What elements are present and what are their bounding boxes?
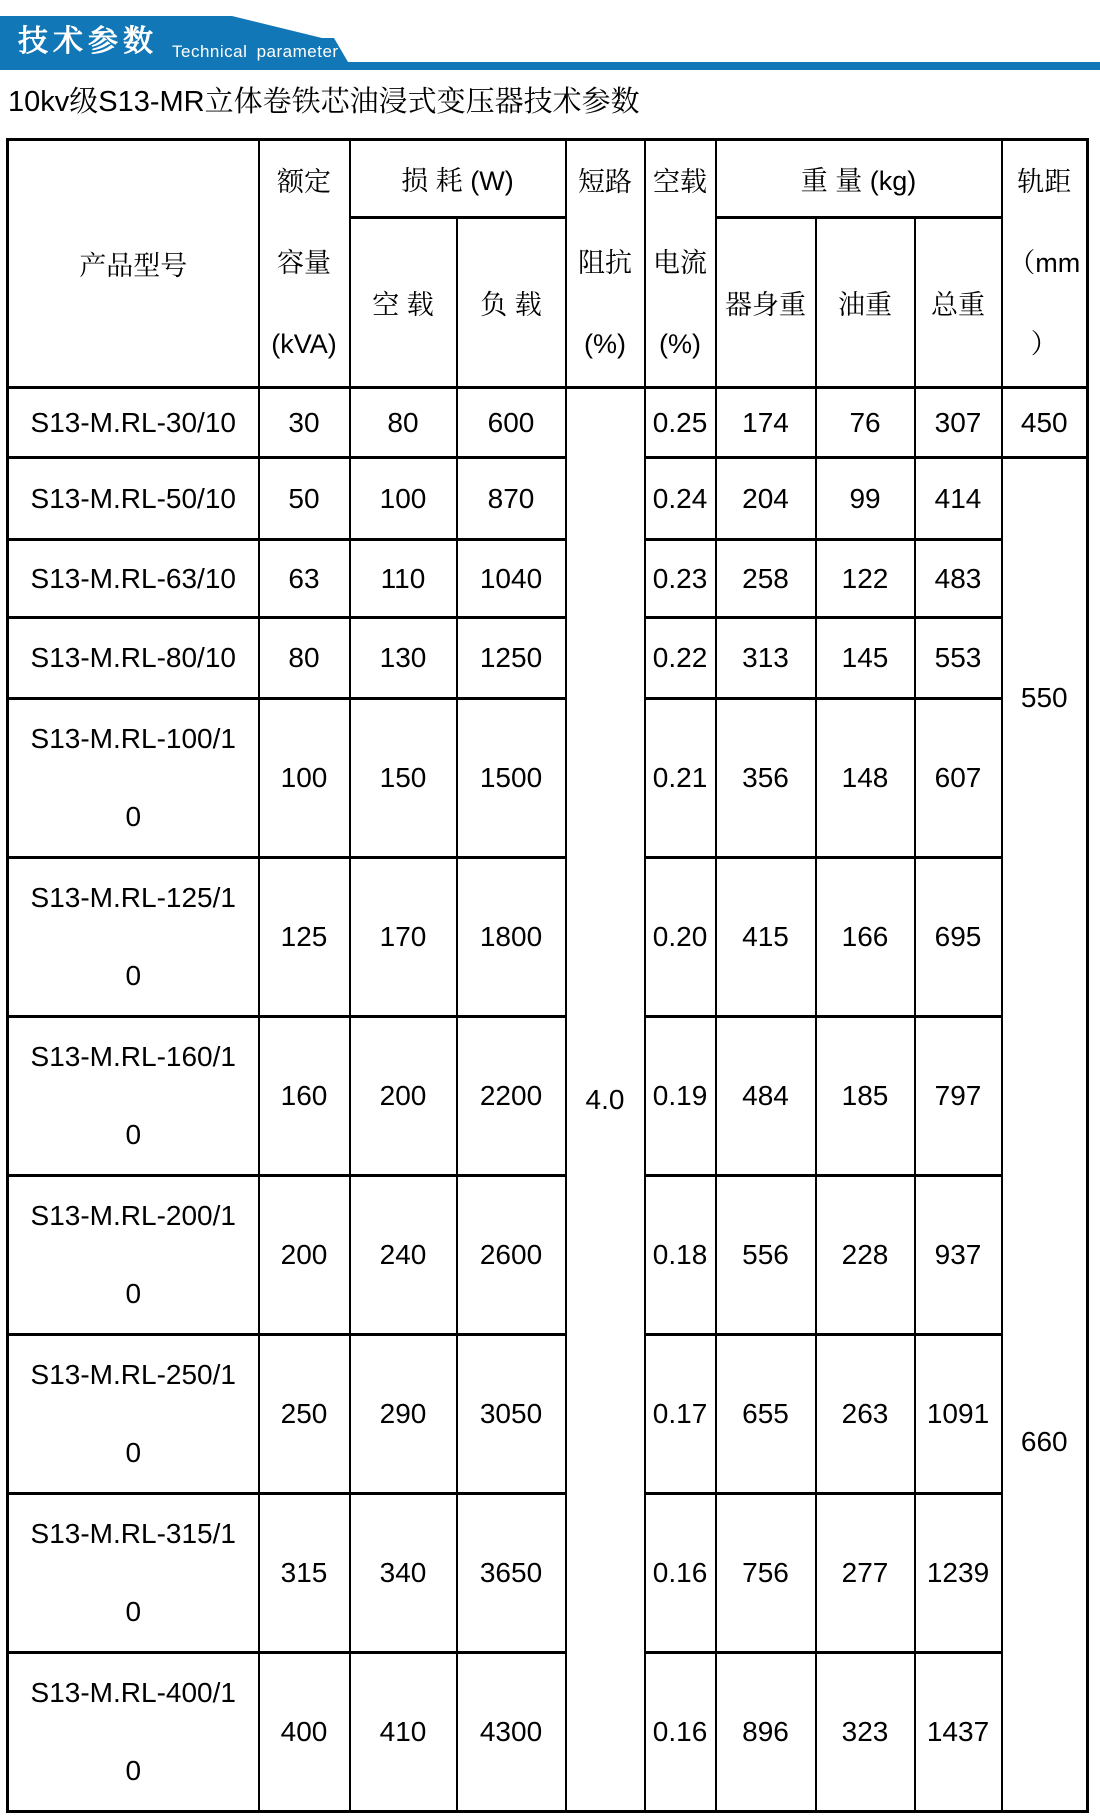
cell-no-load-loss: 290 (350, 1335, 457, 1494)
cell-capacity: 315 (259, 1494, 350, 1653)
cell-oil-weight: 166 (816, 858, 915, 1017)
model-text-wrap: 0 (125, 1755, 142, 1786)
cell-body-weight: 484 (716, 1017, 816, 1176)
banner-subtitle: Technical parameter (172, 42, 339, 61)
cell-load-loss: 1800 (457, 858, 566, 1017)
cell-oil-weight: 323 (816, 1653, 915, 1812)
cell-no-load-loss: 110 (350, 540, 457, 618)
header-oil-weight (816, 218, 915, 388)
cell-no-load-loss: 410 (350, 1653, 457, 1812)
header-no-load-loss (350, 218, 457, 388)
model-text: S13-M.RL-400/1 (30, 1677, 236, 1708)
cell-load-loss: 1500 (457, 699, 566, 858)
rated-capacity-line3: (kVA) (271, 329, 337, 359)
cell-model (8, 1176, 259, 1335)
rated-capacity-line2: 容量 (277, 248, 331, 278)
header-no-load-current (645, 140, 716, 388)
cell-load-loss: 600 (457, 388, 566, 458)
cell-total-weight: 937 (915, 1176, 1002, 1335)
cell-no-load-current: 0.18 (645, 1176, 716, 1335)
model-text: S13-M.RL-50/10 (30, 482, 236, 514)
header-loss-group (350, 140, 566, 218)
cell-body-weight: 258 (716, 540, 816, 618)
cell-total-weight: 483 (915, 540, 1002, 618)
header-product-model (8, 140, 259, 388)
model-text-wrap: 0 (125, 1596, 142, 1627)
model-text: S13-M.RL-200/1 (30, 1200, 236, 1231)
cell-no-load-loss: 200 (350, 1017, 457, 1176)
header-row-groups (8, 140, 1088, 218)
table-row (8, 1176, 1088, 1335)
header-body-weight (716, 218, 816, 388)
cell-no-load-current: 0.22 (645, 618, 716, 699)
cell-no-load-current: 0.24 (645, 458, 716, 540)
cell-oil-weight: 228 (816, 1176, 915, 1335)
banner-title: 技术参数 (18, 25, 158, 58)
model-text-wrap: 0 (125, 1437, 142, 1468)
header-total-weight (915, 218, 1002, 388)
cell-total-weight: 1437 (915, 1653, 1002, 1812)
gauge-550-label: 550 (1020, 682, 1068, 713)
total-weight-label: 总重 (931, 290, 986, 320)
cell-no-load-loss: 100 (350, 458, 457, 540)
cell-load-loss: 3050 (457, 1335, 566, 1494)
table-row (8, 618, 1088, 699)
cell-total-weight: 307 (915, 388, 1002, 458)
cell-oil-weight: 145 (816, 618, 915, 699)
cell-load-loss: 1250 (457, 618, 566, 699)
no-load-current-line1: 空载 (653, 167, 708, 197)
table-row (8, 1494, 1088, 1653)
table-row (8, 540, 1088, 618)
cell-oil-weight: 148 (816, 699, 915, 858)
table-row (8, 458, 1088, 540)
cell-model (8, 699, 259, 858)
cell-capacity: 125 (259, 858, 350, 1017)
weight-group-label: 重 量 (kg) (800, 166, 917, 196)
cell-load-loss: 1040 (457, 540, 566, 618)
cell-model (8, 1653, 259, 1812)
gauge-line1: 轨距 (1017, 167, 1072, 197)
table-row (8, 858, 1088, 1017)
cell-load-loss: 2200 (457, 1017, 566, 1176)
gauge-660-label: 660 (1020, 1426, 1068, 1457)
model-text: S13-M.RL-250/1 (30, 1359, 236, 1390)
cell-capacity: 50 (259, 458, 350, 540)
model-text: S13-M.RL-30/10 (30, 406, 236, 438)
header-impedance (566, 140, 645, 388)
cell-oil-weight: 76 (816, 388, 915, 458)
model-text: S13-M.RL-63/10 (30, 562, 236, 594)
cell-load-loss: 3650 (457, 1494, 566, 1653)
cell-no-load-current: 0.17 (645, 1335, 716, 1494)
cell-body-weight: 313 (716, 618, 816, 699)
loss-group-label: 损 耗 (W) (401, 166, 514, 196)
cell-model (8, 618, 259, 699)
cell-no-load-current: 0.16 (645, 1653, 716, 1812)
header-load-loss (457, 218, 566, 388)
cell-no-load-current: 0.20 (645, 858, 716, 1017)
cell-capacity: 80 (259, 618, 350, 699)
spec-table (6, 138, 1089, 1813)
cell-oil-weight: 99 (816, 458, 915, 540)
cell-no-load-current: 0.25 (645, 388, 716, 458)
model-text-wrap: 0 (125, 801, 142, 832)
header-weight-group (716, 140, 1002, 218)
cell-no-load-loss: 130 (350, 618, 457, 699)
oil-weight-label: 油重 (838, 290, 893, 320)
cell-body-weight: 356 (716, 699, 816, 858)
cell-body-weight: 415 (716, 858, 816, 1017)
cell-capacity: 250 (259, 1335, 350, 1494)
model-text-wrap: 0 (125, 1119, 142, 1150)
gauge-line3: ） (1030, 329, 1058, 359)
cell-no-load-loss: 170 (350, 858, 457, 1017)
cell-no-load-current: 0.16 (645, 1494, 716, 1653)
cell-total-weight: 695 (915, 858, 1002, 1017)
header-product-model-label: 产品型号 (79, 251, 188, 281)
cell-model (8, 540, 259, 618)
model-text: S13-M.RL-160/1 (30, 1041, 236, 1072)
cell-capacity: 63 (259, 540, 350, 618)
cell-model (8, 1494, 259, 1653)
cell-load-loss: 2600 (457, 1176, 566, 1335)
table-row (8, 1017, 1088, 1176)
cell-gauge-merged (1002, 458, 1088, 1812)
table-row (8, 1653, 1088, 1812)
table-row (8, 699, 1088, 858)
impedance-line2: 阻抗 (578, 248, 633, 278)
cell-total-weight: 414 (915, 458, 1002, 540)
page-title: 10kv级S13-MR立体卷铁芯油浸式变压器技术参数 (8, 86, 640, 118)
cell-body-weight: 174 (716, 388, 816, 458)
banner-ribbon (0, 0, 1100, 70)
cell-oil-weight: 277 (816, 1494, 915, 1653)
cell-no-load-loss: 240 (350, 1176, 457, 1335)
cell-body-weight: 655 (716, 1335, 816, 1494)
model-text-wrap: 0 (125, 960, 142, 991)
cell-no-load-current: 0.19 (645, 1017, 716, 1176)
cell-no-load-loss: 340 (350, 1494, 457, 1653)
cell-no-load-current: 0.21 (645, 699, 716, 858)
cell-no-load-current: 0.23 (645, 540, 716, 618)
cell-impedance-value: 4.0 (566, 388, 645, 1812)
header-gauge (1002, 140, 1088, 388)
no-load-loss-label: 空 载 (372, 290, 434, 320)
cell-load-loss: 4300 (457, 1653, 566, 1812)
no-load-current-line2: 电流 (653, 248, 708, 278)
cell-no-load-loss: 150 (350, 699, 457, 858)
body-weight-label: 器身重 (725, 290, 807, 320)
cell-total-weight: 607 (915, 699, 1002, 858)
cell-capacity: 30 (259, 388, 350, 458)
model-text: S13-M.RL-315/1 (30, 1518, 236, 1549)
cell-body-weight: 756 (716, 1494, 816, 1653)
impedance-line3: (%) (584, 329, 627, 359)
cell-oil-weight: 122 (816, 540, 915, 618)
table-row (8, 388, 1088, 458)
no-load-current-line3: (%) (659, 329, 702, 359)
model-text-wrap: 0 (125, 1278, 142, 1309)
cell-model (8, 858, 259, 1017)
table-row (8, 1335, 1088, 1494)
cell-model (8, 388, 259, 458)
cell-capacity: 400 (259, 1653, 350, 1812)
model-text: S13-M.RL-100/1 (30, 723, 236, 754)
cell-total-weight: 553 (915, 618, 1002, 699)
cell-capacity: 200 (259, 1176, 350, 1335)
cell-oil-weight: 263 (816, 1335, 915, 1494)
cell-total-weight: 797 (915, 1017, 1002, 1176)
cell-capacity: 160 (259, 1017, 350, 1176)
cell-total-weight: 1091 (915, 1335, 1002, 1494)
impedance-line1: 短路 (578, 167, 633, 197)
header-rated-capacity (259, 140, 350, 388)
cell-load-loss: 870 (457, 458, 566, 540)
cell-no-load-loss: 80 (350, 388, 457, 458)
cell-model (8, 1335, 259, 1494)
gauge-line2: （mm (1008, 248, 1081, 278)
cell-body-weight: 204 (716, 458, 816, 540)
cell-capacity: 100 (259, 699, 350, 858)
cell-gauge-450: 450 (1002, 388, 1088, 458)
model-text: S13-M.RL-80/10 (30, 642, 236, 673)
load-loss-label: 负 载 (480, 290, 542, 320)
cell-model (8, 1017, 259, 1176)
cell-body-weight: 896 (716, 1653, 816, 1812)
cell-total-weight: 1239 (915, 1494, 1002, 1653)
rated-capacity-line1: 额定 (277, 167, 331, 197)
cell-model (8, 458, 259, 540)
cell-body-weight: 556 (716, 1176, 816, 1335)
cell-oil-weight: 185 (816, 1017, 915, 1176)
model-text: S13-M.RL-125/1 (30, 882, 236, 913)
